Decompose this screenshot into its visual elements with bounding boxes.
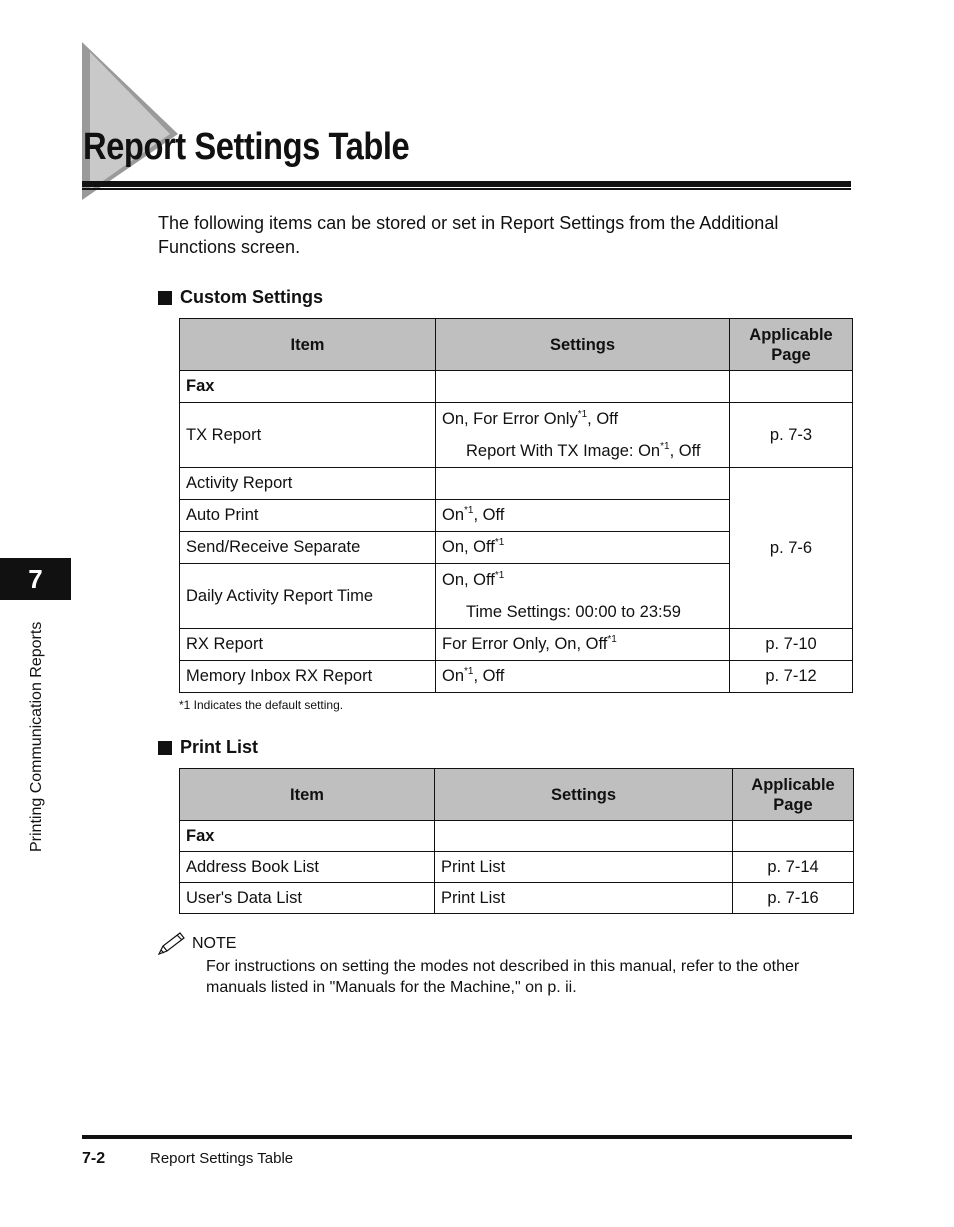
page-title: Report Settings Table xyxy=(83,126,410,168)
square-bullet-icon xyxy=(158,741,172,755)
table-row xyxy=(180,852,854,883)
table-row xyxy=(180,403,853,468)
item-cell: User's Data List xyxy=(180,883,435,914)
pencil-note-icon xyxy=(156,931,186,957)
header-item: Item xyxy=(180,319,436,371)
square-bullet-icon xyxy=(158,291,172,305)
settings-cell: Print List xyxy=(435,852,733,883)
item-cell: Address Book List xyxy=(180,852,435,883)
table-row xyxy=(180,468,853,500)
page-cell: p. 7-16 xyxy=(733,883,854,914)
header-applicable-page: Applicable Page xyxy=(730,319,853,371)
item-cell: Daily Activity Report Time xyxy=(180,564,436,629)
page-number: 7-2 xyxy=(82,1150,106,1167)
table-header-row xyxy=(180,769,854,821)
item-cell: Auto Print xyxy=(180,500,436,532)
page-cell: p. 7-14 xyxy=(733,852,854,883)
intro-paragraph: The following items can be stored or set in Report Settings from the Additional Functions screen. xyxy=(158,213,779,257)
header-triangle-decoration xyxy=(82,42,192,202)
chapter-side-label: Printing Communication Reports xyxy=(28,621,45,852)
settings-cell: For Error Only, On, Off$^{*1}$ xyxy=(436,629,730,661)
settings-cell: Print List xyxy=(435,883,733,914)
page-cell: p. 7-12 xyxy=(730,661,853,693)
item-cell: Send/Receive Separate xyxy=(180,532,436,564)
note-text: For instructions on setting the modes not described in this manual, refer to the other manuals listed in "Manuals for the Machine," on p. ii. xyxy=(206,958,800,996)
header-applicable-page: Applicable Page xyxy=(733,769,854,821)
header-item: Item xyxy=(180,769,435,821)
table-row xyxy=(180,371,853,403)
chapter-tab: 7 xyxy=(0,558,71,600)
print-list-heading: Print List xyxy=(158,737,258,758)
fax-group-label: Fax xyxy=(180,371,436,403)
table-row xyxy=(180,821,854,852)
print-list-table xyxy=(179,768,854,914)
page-cell: p. 7-6 xyxy=(730,468,853,629)
settings-cell: On, Off$^{*1}$ xyxy=(436,532,730,564)
item-cell: TX Report xyxy=(180,403,436,468)
item-cell: RX Report xyxy=(180,629,436,661)
header-settings: Settings xyxy=(435,769,733,821)
table-row xyxy=(180,883,854,914)
settings-cell: On$^{*1}$, Off xyxy=(436,500,730,532)
footer-rule xyxy=(82,1135,852,1139)
table-row xyxy=(180,629,853,661)
table-row xyxy=(180,661,853,693)
page-cell: p. 7-10 xyxy=(730,629,853,661)
settings-cell: On, For Error Only$^{*1}$, Off Report With TX Image: On$^{*1}$, Off xyxy=(436,403,730,468)
item-cell: Memory Inbox RX Report xyxy=(180,661,436,693)
footer-title: Report Settings Table xyxy=(150,1150,294,1167)
item-cell: Activity Report xyxy=(180,468,436,500)
footnote: *1 Indicates the default setting. xyxy=(179,698,344,712)
settings-cell: On, Off$^{*1}$ Time Settings: 00:00 to 23:59 xyxy=(436,564,730,629)
custom-settings-heading: Custom Settings xyxy=(158,287,323,308)
custom-settings-table xyxy=(179,318,853,693)
note-label: NOTE xyxy=(192,935,237,952)
page-cell: p. 7-3 xyxy=(730,403,853,468)
table-header-row xyxy=(180,319,853,371)
fax-group-label: Fax xyxy=(180,821,435,852)
settings-cell: On$^{*1}$, Off xyxy=(436,661,730,693)
title-rule-thin xyxy=(82,188,851,190)
title-rule xyxy=(82,181,851,187)
header-settings: Settings xyxy=(436,319,730,371)
